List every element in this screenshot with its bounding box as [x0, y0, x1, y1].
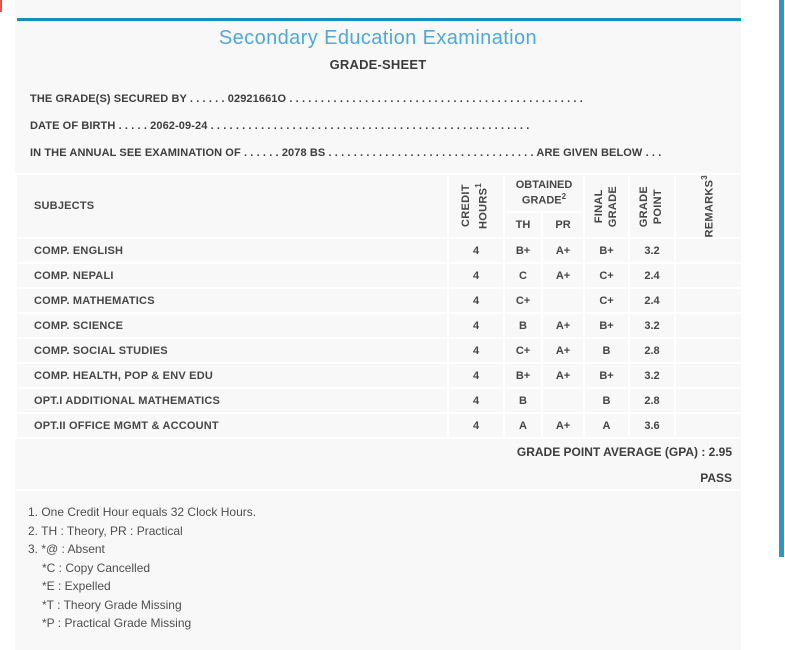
th-grade-cell: B+: [504, 363, 542, 388]
credit-cell: 4: [448, 338, 504, 363]
pr-grade-cell: A+: [542, 238, 584, 263]
credit-cell: 4: [448, 388, 504, 413]
grade-point-cell: 2.8: [629, 338, 675, 363]
dots: . . . . . . . . . . . . . . . . . . . . . . . . . . . . . . . . .: [325, 147, 537, 159]
dots: . . .: [642, 147, 662, 159]
footnote-line: *P : Practical Grade Missing: [42, 616, 192, 631]
subject-cell: COMP. ENGLISH: [16, 238, 448, 263]
right-accent-bar: [779, 0, 784, 557]
info-suffix: ARE GIVEN BELOW: [536, 147, 643, 159]
table-row: [16, 263, 742, 288]
subject-cell: OPT.I ADDITIONAL MATHEMATICS: [16, 388, 448, 413]
table-row: [16, 338, 742, 363]
remarks-cell: [675, 238, 742, 263]
header-line: CREDIT: [460, 184, 473, 228]
dots: . . . . . . . . . . . . . . . . . . . . . . . . . . . . . . . . . . . . . . . . . . . . . . . . . . .: [207, 120, 530, 132]
th-grade-cell: B: [504, 388, 542, 413]
footnote-line: 1. One Credit Hour equals 32 Clock Hours.: [28, 505, 257, 520]
subject-cell: COMP. NEPALI: [16, 263, 448, 288]
info-line-symbol-number: [30, 86, 727, 113]
pr-grade-cell: [542, 288, 584, 313]
grade-point-cell: 3.2: [629, 313, 675, 338]
symbol-number-value: 02921661O: [227, 93, 287, 105]
remarks-cell: [675, 313, 742, 338]
subject-cell: COMP. MATHEMATICS: [16, 288, 448, 313]
col-header-subjects: SUBJECTS: [16, 174, 448, 238]
grades-table: [15, 173, 743, 439]
footnote-line: *T : Theory Grade Missing: [42, 597, 182, 612]
col-header-th: TH: [504, 212, 542, 239]
header-line: GRADE: [638, 185, 651, 227]
th-grade-cell: A: [504, 413, 542, 438]
footnote-line: *C : Copy Cancelled: [42, 560, 151, 575]
grade-point-cell: 2.4: [629, 288, 675, 313]
grade-point-cell: 2.4: [629, 263, 675, 288]
col-header-credit-hours: [448, 174, 504, 238]
final-grade-cell: B: [584, 338, 629, 363]
col-header-obtained-grade: [504, 174, 584, 212]
subject-cell: COMP. SCIENCE: [16, 313, 448, 338]
grade-point-cell: 3.2: [629, 238, 675, 263]
remarks-cell: [675, 263, 742, 288]
top-left-red-mark: [0, 0, 2, 12]
footnote-ref: 2: [561, 192, 567, 202]
remarks-cell: [675, 388, 742, 413]
result-summary: [15, 439, 741, 491]
pr-grade-cell: A+: [542, 263, 584, 288]
footnotes: [15, 491, 741, 633]
credit-cell: 4: [448, 313, 504, 338]
table-row: [16, 363, 742, 388]
table-row: [16, 288, 742, 313]
footnote-ref: 1: [474, 183, 484, 188]
final-grade-cell: A: [584, 413, 629, 438]
credit-cell: 4: [448, 263, 504, 288]
header-line: GRADE: [606, 185, 619, 227]
page-title: Secondary Education Examination: [218, 27, 538, 49]
credit-cell: 4: [448, 413, 504, 438]
exam-year-value: 2078 BS: [281, 147, 326, 159]
info-line-date-of-birth: [30, 113, 727, 140]
credit-cell: 4: [448, 288, 504, 313]
table-row: [16, 413, 742, 438]
footnote-ref: 3: [699, 175, 709, 180]
grade-point-cell: 2.8: [629, 388, 675, 413]
th-grade-cell: B+: [504, 238, 542, 263]
pr-grade-cell: A+: [542, 313, 584, 338]
final-grade-cell: B+: [584, 363, 629, 388]
dots: . . . . . . . . . . . . . . . . . . . . . . . . . . . . . . . . . . . . . . . . . . . . . . .: [286, 93, 583, 105]
th-grade-cell: C: [504, 263, 542, 288]
grade-sheet-page: [15, 0, 741, 650]
final-grade-cell: C+: [584, 263, 629, 288]
subject-cell: COMP. SOCIAL STUDIES: [16, 338, 448, 363]
pr-grade-cell: A+: [542, 338, 584, 363]
pr-grade-cell: A+: [542, 413, 584, 438]
remarks-cell: [675, 338, 742, 363]
col-header-remarks: [675, 174, 742, 238]
final-grade-cell: B+: [584, 313, 629, 338]
col-header-grade-point: [629, 174, 675, 238]
col-header-pr: PR: [542, 212, 584, 239]
table-row: [16, 238, 742, 263]
gpa-line: GRADE POINT AVERAGE (GPA) : 2.95: [516, 445, 732, 460]
info-label: DATE OF BIRTH: [30, 120, 116, 132]
table-row: [16, 388, 742, 413]
header-line: HOURS: [477, 187, 490, 230]
candidate-info: [30, 86, 727, 167]
dots: . . . . . .: [240, 147, 282, 159]
header-line: OBTAINED: [515, 178, 573, 191]
result-status: PASS: [15, 465, 741, 491]
subject-cell: COMP. HEALTH, POP & ENV EDU: [16, 363, 448, 388]
table-row: [16, 313, 742, 338]
remarks-cell: [675, 413, 742, 438]
remarks-cell: [675, 288, 742, 313]
remarks-cell: [675, 363, 742, 388]
grade-point-cell: 3.6: [629, 413, 675, 438]
th-grade-cell: B: [504, 313, 542, 338]
footnote-line: *E : Expelled: [42, 579, 111, 594]
footnote-line: 2. TH : Theory, PR : Practical: [28, 523, 183, 538]
footnote-line: 3. *@ : Absent: [28, 542, 105, 557]
header-line: FINAL: [592, 189, 605, 224]
final-grade-cell: B+: [584, 238, 629, 263]
credit-cell: 4: [448, 363, 504, 388]
date-of-birth-value: 2062-09-24: [150, 120, 208, 132]
info-line-exam-year: [30, 140, 727, 167]
dots: . . . . .: [115, 120, 151, 132]
th-grade-cell: C+: [504, 338, 542, 363]
subject-cell: OPT.II OFFICE MGMT & ACCOUNT: [16, 413, 448, 438]
dots: . . . . . .: [186, 93, 228, 105]
header-line: POINT: [652, 188, 665, 224]
final-grade-cell: B: [584, 388, 629, 413]
final-grade-cell: C+: [584, 288, 629, 313]
info-label: IN THE ANNUAL SEE EXAMINATION OF: [30, 147, 241, 159]
pr-grade-cell: [542, 388, 584, 413]
top-accent-line: [17, 18, 741, 21]
page-subtitle: GRADE-SHEET: [329, 57, 427, 72]
pr-grade-cell: A+: [542, 363, 584, 388]
header-line: GRADE: [521, 194, 562, 207]
header-line: REMARKS: [703, 179, 716, 238]
info-label: THE GRADE(S) SECURED BY: [30, 93, 187, 105]
th-grade-cell: C+: [504, 288, 542, 313]
grade-point-cell: 3.2: [629, 363, 675, 388]
credit-cell: 4: [448, 238, 504, 263]
col-header-final-grade: [584, 174, 629, 238]
